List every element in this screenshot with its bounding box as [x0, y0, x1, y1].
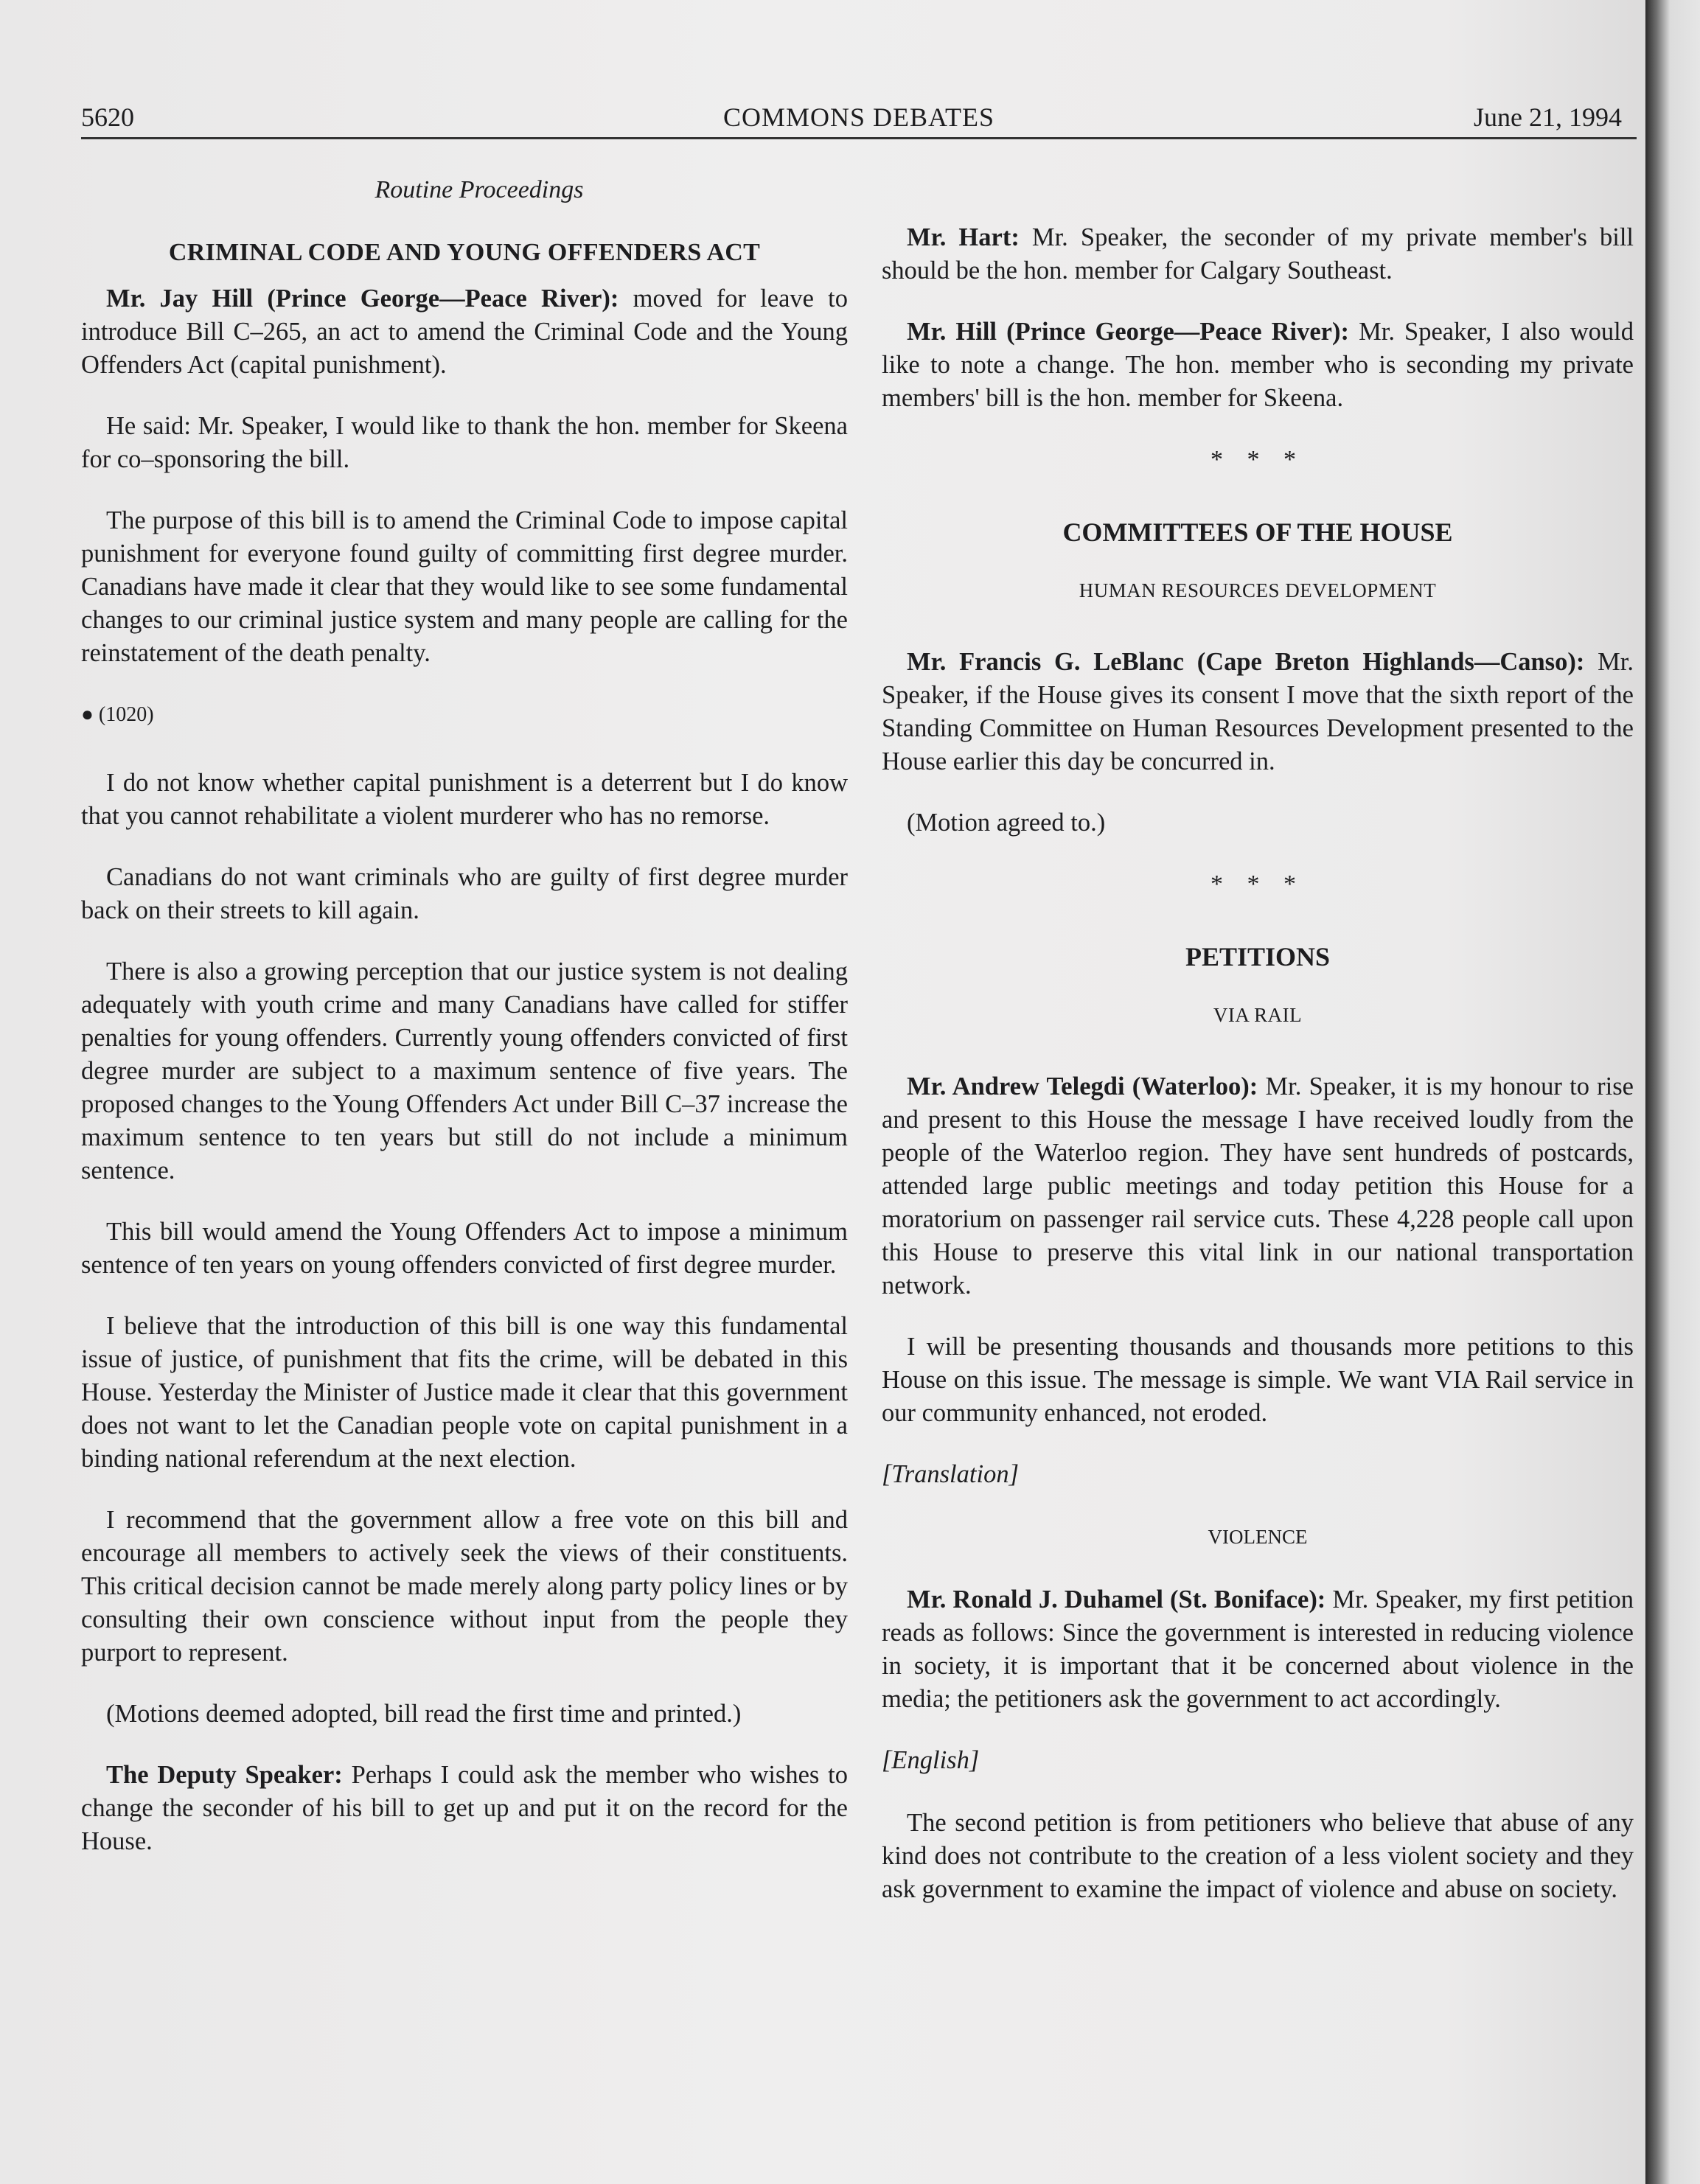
speech-text: Mr. Speaker, if the House gives its consent I move that the sixth report of the Standing Committee on Human Resources Development presented to the House earlier this day be concurred in. — [882, 648, 1634, 775]
speaker-name: The Deputy Speaker: — [106, 1761, 343, 1789]
paragraph — [882, 315, 1634, 415]
paragraph — [882, 646, 1634, 778]
section-divider: * * * — [1210, 871, 1305, 898]
speaker-name: Mr. Francis G. LeBlanc (Cape Breton Highlands—Canso): — [907, 648, 1585, 676]
paragraph — [81, 1759, 848, 1858]
petitions-heading: PETITIONS — [1185, 942, 1331, 971]
section-divider: * * * — [1210, 446, 1305, 473]
speaker-name: Mr. Andrew Telegdi (Waterloo): — [907, 1072, 1258, 1100]
speech-text: Mr. Speaker, the seconder of my private member's bill should be the hon. member for Calgary Southeast. — [882, 223, 1634, 285]
language-marker: [Translation] — [882, 1460, 1019, 1488]
committee-subheading: HUMAN RESOURCES DEVELOPMENT — [1079, 579, 1437, 601]
left-column — [81, 173, 848, 1886]
paragraph: There is also a growing perception that our justice system is not dealing adequately with youth crime and many Canadians have called for stiffer penalties for young offenders. Currently young offenders convicted of first degree murder are subject to a maximum sentence of five years. The proposed changes to the Young Offenders Act under Bill C–37 increase the maximum sentence to ten years but still do not include a minimum sentence. — [81, 957, 848, 1185]
speech-text: Mr. Speaker, my first petition reads as follows: Since the government is interested in reducing violence in society, it is important that it be concerned about violence in the media; the petitioners ask the government to act accordingly. — [882, 1585, 1634, 1713]
speech-text: Mr. Speaker, I also would like to note a change. The hon. member who is seconding my private members' bill is the hon. member for Skeena. — [882, 318, 1634, 412]
paragraph — [81, 282, 848, 382]
page-header — [81, 102, 1637, 139]
paragraph: The second petition is from petitioners who believe that abuse of any kind does not contribute to the creation of a less violent society and they ask government to examine the impact of violence and abuse on society. — [882, 1809, 1634, 1903]
speech-text: Mr. Speaker, it is my honour to rise and present to this House the message I have received loudly from the people of the Waterloo region. They have sent hundreds of postcards, attended large public meetings and today petition this House for a moratorium on passenger rail service cuts. These 4,228 people call upon this House to preserve this vital link in our national transportation network. — [882, 1072, 1634, 1299]
right-column — [882, 221, 1634, 1934]
paragraph: I do not know whether capital punishment is a deterrent but I do know that you cannot rehabilitate a violent murderer who has no remorse. — [81, 769, 848, 830]
speaker-name: Mr. Jay Hill (Prince George—Peace River): — [106, 285, 619, 313]
paragraph: The purpose of this bill is to amend the Criminal Code to impose capital punishment for everyone found guilty of committing first degree murder. Canadians have made it clear that they would like to see some fundamental changes to our criminal justice system and many people are calling for the reinstatement of the death penalty. — [81, 506, 848, 667]
paragraph: I believe that the introduction of this bill is one way this fundamental issue of justice, of punishment that fits the crime, will be debated in this House. Yesterday the Minister of Justice made it clear that this government does not want to let the Canadian people vote on capital punishment in a binding national referendum at the next election. — [81, 1312, 848, 1473]
paragraph — [882, 1583, 1634, 1716]
speaker-name: Mr. Ronald J. Duhamel (St. Boniface): — [907, 1585, 1326, 1613]
paragraph — [882, 1070, 1634, 1302]
publication-title: COMMONS DEBATES — [722, 102, 995, 132]
time-marker: ● (1020) — [81, 703, 154, 726]
speech-text: Perhaps I could ask the member who wishes to change the seconder of his bill to get up and put it on the record for the House. — [81, 1761, 848, 1855]
speaker-name: Mr. Hill (Prince George—Peace River): — [907, 318, 1349, 346]
petition-subheading: VIOLENCE — [1208, 1526, 1308, 1548]
language-marker: [English] — [882, 1746, 980, 1774]
page-number: 5620 — [81, 102, 134, 132]
paragraph: (Motion agreed to.) — [907, 809, 1106, 837]
speech-text: moved for leave to introduce Bill C–265, an act to amend the Criminal Code and the Young Offenders Act (capital punishment). — [81, 285, 848, 379]
publication-date: June 21, 1994 — [1474, 102, 1622, 132]
paragraph — [882, 221, 1634, 287]
paragraph: I recommend that the government allow a free vote on this bill and encourage all members to actively seek the views of their constituents. This critical decision cannot be made merely along party policy lines or by consulting their own conscience without input from the people they purport to represent. — [81, 1506, 848, 1667]
bill-heading: CRIMINAL CODE AND YOUNG OFFENDERS ACT — [168, 239, 761, 266]
paragraph: I will be presenting thousands and thousands more petitions to this House on this issue. The message is simple. We want VIA Rail service in our community enhanced, not eroded. — [882, 1333, 1634, 1427]
paragraph: This bill would amend the Young Offenders Act to impose a minimum sentence of ten years on young offenders convicted of first degree murder. — [81, 1218, 848, 1279]
paragraph: (Motions deemed adopted, bill read the first time and printed.) — [106, 1700, 742, 1728]
committees-heading: COMMITTEES OF THE HOUSE — [1062, 517, 1453, 547]
section-label: Routine Proceedings — [375, 176, 584, 203]
book-gutter — [1645, 0, 1700, 2184]
paragraph: Canadians do not want criminals who are guilty of first degree murder back on their streets to kill again. — [81, 863, 848, 924]
speaker-name: Mr. Hart: — [907, 223, 1020, 251]
paragraph: He said: Mr. Speaker, I would like to thank the hon. member for Skeena for co–sponsoring the bill. — [81, 412, 848, 473]
petition-subheading: VIA RAIL — [1213, 1004, 1303, 1026]
